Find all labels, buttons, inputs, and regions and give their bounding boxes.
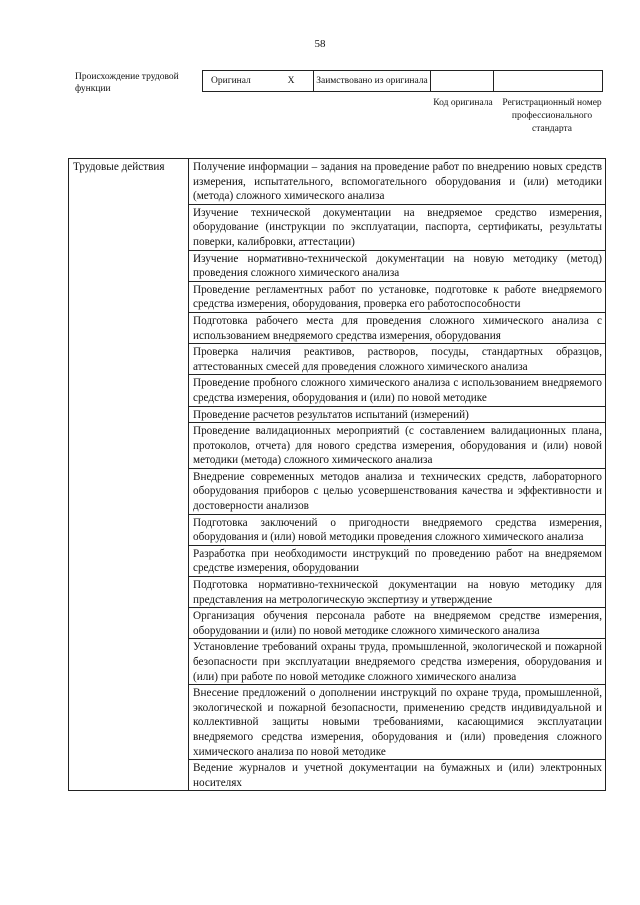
code-cell [431, 71, 494, 92]
action-item: Разработка при необходимости инструкций по проведению работ на внедряемом средстве измерения, оборудовании [189, 545, 606, 576]
action-item: Получение информации – задания на проведение работ по внедрению новых средств измерения, испытательного, вспомогательного оборудования и (или) методики (метода) сложного химического анализа [189, 159, 606, 205]
origin-label: Происхождение трудовой функции [75, 72, 179, 94]
action-item: Проведение пробного сложного химического анализа с использованием внедряемого средства измерения, оборудования и (или) по новой методике [189, 375, 606, 406]
action-row [69, 159, 606, 205]
original-mark: X [269, 71, 314, 92]
action-item: Проверка наличия реактивов, растворов, посуды, стандартных образцов, аттестованных смесей для проведения сложного химического анализа [189, 344, 606, 375]
original-cell: Оригинал [203, 71, 270, 92]
code-caption: Код оригинала [433, 98, 493, 108]
page-number: 58 [314, 38, 326, 50]
action-item: Проведение регламентных работ по установке, подготовке к работе внедряемого средства измерения, оборудования, проверка его работоспособности [189, 281, 606, 312]
action-item: Ведение журналов и учетной документации на бумажных и (или) электронных носителях [189, 760, 606, 791]
action-item: Установление требований охраны труда, промышленной, экологической и пожарной безопасности при эксплуатации внедряемого средства измерения, оборудования и (или) при работе по новой методике сложного химического анализа [189, 639, 606, 685]
action-item: Подготовка рабочего места для проведения сложного химического анализа с использованием внедряемого средства измерения, оборудования [189, 312, 606, 343]
action-item: Изучение технической документации на внедряемое средство измерения, оборудование (инструкции по эксплуатации, паспорта, сертификаты, результаты поверки, калибровки, аттестации) [189, 204, 606, 250]
action-item: Проведение валидационных мероприятий (с составлением валидационных плана, протоколов, отчета) для нового средства измерения, оборудования и (или) новой методики (метода) сложного химического анализа [189, 423, 606, 469]
origin-table [202, 70, 603, 92]
action-item: Изучение нормативно-технической документации на новую методику (метод) проведения сложного химического анализа [189, 250, 606, 281]
action-item: Подготовка нормативно-технической документации на новую методику для представления на метрологическую экспертизу и утверждение [189, 577, 606, 608]
section-label: Трудовые действия [69, 159, 189, 791]
registration-cell [494, 71, 603, 92]
action-item: Проведение расчетов результатов испытаний (измерений) [189, 406, 606, 423]
action-item: Внесение предложений о дополнении инструкций по охране труда, промышленной, экологической и пожарной безопасности, применению средств индивидуальной и коллективной защиты новыми требованиями, касающимися эксплуатации внедряемого средства измерения, оборудования и (или) проведения сложного химического анализа по новой методике [189, 685, 606, 760]
registration-caption: Регистрационный номер профессионального стандарта [502, 98, 602, 134]
action-item: Организация обучения персонала работе на внедряемом средстве измерения, оборудовании и (или) по новой методике сложного химического анализа [189, 608, 606, 639]
labor-actions-table [68, 158, 606, 791]
borrowed-cell: Заимствовано из оригинала [314, 71, 431, 92]
action-item: Подготовка заключений о пригодности внедряемого средства измерения, оборудования и (или) новой методики проведения сложного химического анализа [189, 514, 606, 545]
action-item: Внедрение современных методов анализа и технических средств, лабораторного оборудования приборов с целью усовершенствования качества и эффективности и достоверности анализов [189, 468, 606, 514]
